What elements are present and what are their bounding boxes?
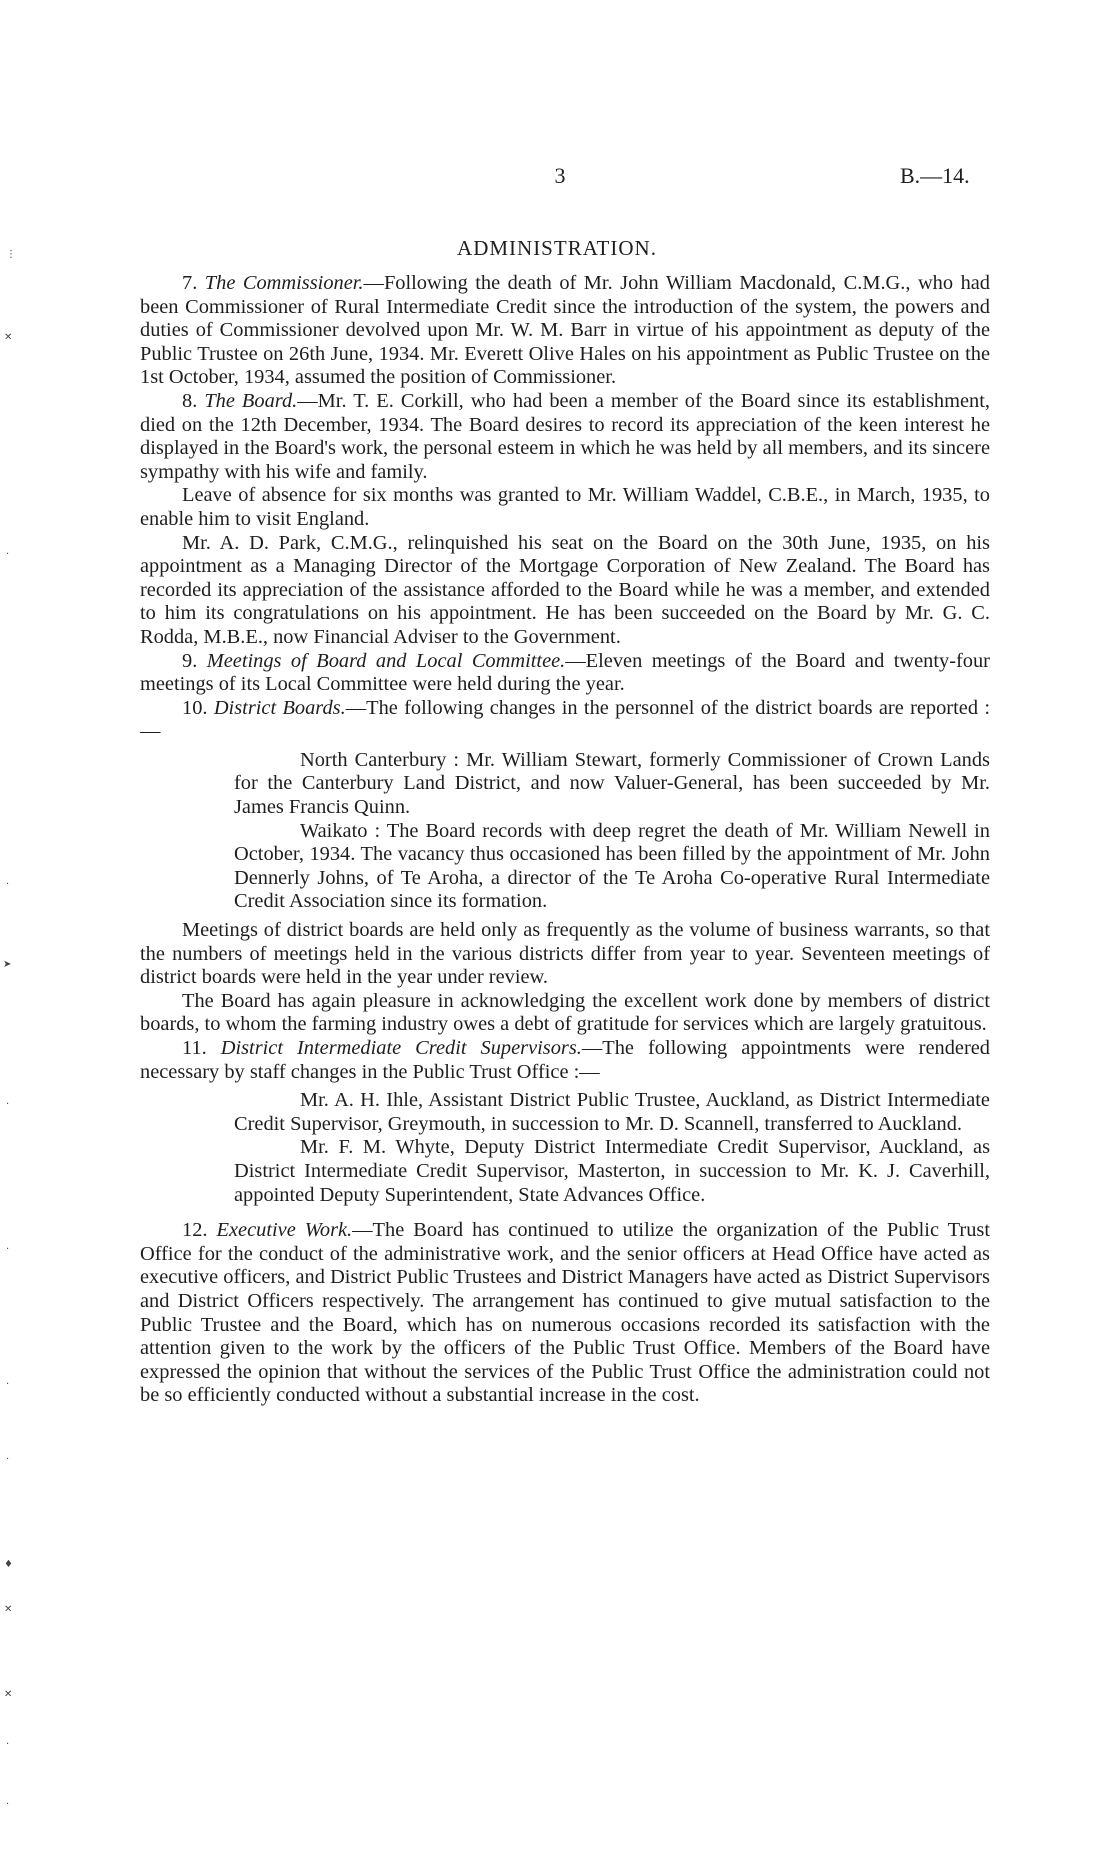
paragraph-text: —Following the death of Mr. John William Macdonald, C.M.G., who had been Commissioner of Rural Intermediate Credit since the introduction of the system, the powers and duties of Commissioner devolved upon Mr. W. M. Barr in virtue of his appointment as deputy of the Public Trustee on 26th June, 1934. Mr. Everett Olive Hales on his appointment as Public Trustee on the 1st October, 1934, assumed the position of Commissioner. — [140, 272, 991, 389]
paragraph-district-boards — [140, 697, 990, 744]
paragraph-text: —Mr. T. E. Corkill, who had been a member of the Board since its establishment, died on the 12th December, 1934. The Board desires to record its appreciation of the keen interest he displayed in the Board's work, the personal esteem in which he was held by all members, and its sincere sympathy with his wife and family. — [140, 389, 990, 483]
paragraph-title: The Commissioner. — [204, 272, 364, 294]
paragraph-number: 12. — [182, 1219, 208, 1242]
indented-paragraph-waikato: Waikato : The Board records with deep regret the death of Mr. William Newell in October, 1934. The vacancy thus occasioned has been filled by the appointment of Mr. John Dennerly Johns, of Te Aroha, a director of the Te Aroha Co-operative Rural Intermediate Credit Association since its formation. — [234, 819, 990, 913]
paragraph-title: Meetings of Board and Local Committee. — [206, 649, 566, 672]
paragraph-title: District Boards. — [213, 696, 346, 719]
scan-speck: · — [6, 879, 10, 890]
scan-speck: ✕ — [4, 1689, 13, 1700]
indented-paragraph-ihle: Mr. A. H. Ihle, Assistant District Public Trustee, Auckland, as District Intermediate Credit Supervisor, Greymouth, in succession to Mr. D. Scannell, transferred to Auckland. — [234, 1089, 990, 1135]
scan-speck: · — [6, 1739, 10, 1750]
paragraph-supervisors — [140, 1037, 990, 1084]
scan-speck: · — [6, 1799, 10, 1810]
paragraph-commissioner — [140, 272, 990, 390]
paragraph-board — [140, 390, 990, 484]
scan-speck: · — [6, 1244, 10, 1255]
paragraph-executive-work — [140, 1219, 990, 1408]
page-number: 3 — [554, 163, 566, 188]
scan-speck: · — [6, 1379, 10, 1390]
paragraph-number: 8. — [182, 389, 198, 412]
scan-speck: ✕ — [4, 332, 13, 343]
paragraph-number: 9. — [182, 649, 198, 672]
paragraph-meetings — [140, 650, 990, 697]
paragraph-text: —The following changes in the personnel of the district boards are reported :— — [140, 696, 990, 743]
scan-speck: ⋮ — [6, 249, 16, 260]
scan-speck: · — [6, 1454, 10, 1465]
paragraph-park: Mr. A. D. Park, C.M.G., relinquished his seat on the Board on the 30th June, 1935, on his appointment as a Managing Director of the Mortgage Corporation of New Zealand. The Board has recorded its appreciation of the assistance afforded to the Board while he was a member, and extended to him its congratulations on his appointment. He has been succeeded on the Board by Mr. G. C. Rodda, M.B.E., now Financial Adviser to the Government. — [140, 531, 990, 648]
paragraph-number: 11. — [182, 1037, 207, 1059]
paragraph-number: 10. — [182, 696, 208, 719]
scan-speck: ➤ — [3, 959, 12, 970]
body-text — [140, 272, 990, 1408]
section-heading: ADMINISTRATION. — [457, 236, 657, 260]
indented-paragraph-north-canterbury: North Canterbury : Mr. William Stewart, formerly Commissioner of Crown Lands for the Canterbury Land District, and now Valuer-General, has been succeeded by Mr. James Francis Quinn. — [234, 748, 990, 819]
paragraph-title: The Board. — [204, 389, 298, 412]
scan-speck: ✕ — [4, 1604, 13, 1615]
paragraph-title: District Intermediate Credit Supervisors. — [220, 1037, 582, 1059]
paragraph-acknowledgement: The Board has again pleasure in acknowledging the excellent work done by members of district boards, to whom the farming industry owes a debt of gratitude for services which are largely gratuitous. — [140, 989, 990, 1036]
paragraph-number: 7. — [182, 272, 198, 294]
paragraph-title: Executive Work. — [216, 1219, 353, 1242]
scan-speck: · — [6, 549, 10, 560]
paragraph-text: —Eleven meetings of the Board and twenty-four meetings of its Local Committee were held during the year. — [140, 649, 990, 696]
paragraph-district-meetings: Meetings of district boards are held only as frequently as the volume of business warrants, so that the numbers of meetings held in the various districts differ from year to year. Seventeen meetings of district boards were held in the year under review. — [140, 919, 990, 989]
paragraph-text: —The Board has continued to utilize the organization of the Public Trust Office for the conduct of the administrative work, and the senior officers at Head Office have acted as executive officers, and District Public Trustees and District Managers have acted as District Supervisors and District Officers respectively. The arrangement has continued to give mutual satisfaction to the Public Trustee and the Board, which has on numerous occasions recorded its satisfaction with the attention given to the work by the officers of the Public Trust Office. Members of the Board have expressed the opinion that without the services of the Public Trust Office the administration could not be so efficiently conducted without a substantial increase in the cost. — [140, 1219, 990, 1407]
indented-paragraph-whyte: Mr. F. M. Whyte, Deputy District Intermediate Credit Supervisor, Auckland, as District Intermediate Credit Supervisor, Masterton, in succession to Mr. K. J. Caverhill, appointed Deputy Superintendent, State Advances Office. — [234, 1136, 990, 1206]
paragraph-leave-of-absence: Leave of absence for six months was granted to Mr. William Waddel, C.B.E., in March, 1935, to enable him to visit England. — [140, 484, 990, 530]
paragraph-text: —The following appointments were rendered necessary by staff changes in the Public Trust Office :— — [140, 1037, 990, 1083]
scan-speck: ♦ — [4, 1559, 13, 1570]
scan-speck: · — [6, 1099, 10, 1110]
document-code: B.—14. — [900, 163, 970, 188]
